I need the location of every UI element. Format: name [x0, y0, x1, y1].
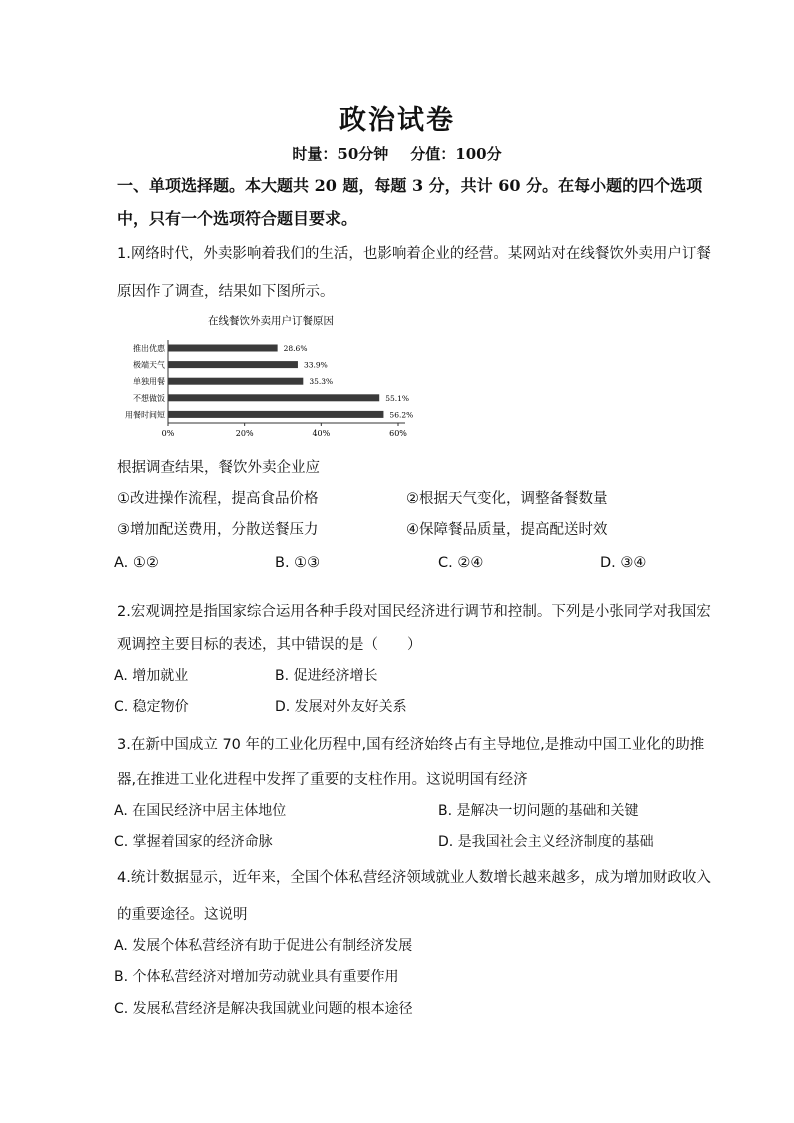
chart-title: 在线餐饮外卖用户订餐原因 — [208, 315, 334, 327]
chart-category-label: 极端天气 — [133, 360, 165, 370]
chart-value-label: 55.1% — [385, 393, 410, 403]
q3-option-b[interactable]: B. 是解决一切问题的基础和关键 — [438, 803, 639, 819]
chart-category-label: 不想做饭 — [133, 393, 165, 403]
exam-time: 时量：50分钟 — [292, 145, 389, 163]
chart-bar — [168, 361, 298, 368]
section-heading-line2: 中，只有一个选项符合题目要求。 — [117, 209, 358, 228]
q1-item-2: ②根据天气变化，调整备餐数量 — [406, 491, 608, 507]
bar-chart — [115, 308, 415, 440]
chart-x-tick-label: 60% — [389, 429, 407, 438]
q1-option-b[interactable]: B. ①③ — [275, 555, 321, 571]
exam-score: 分值：100分 — [410, 145, 502, 163]
q1-after-chart: 根据调查结果，餐饮外卖企业应 — [117, 460, 320, 476]
q2-stem-line2: 观调控主要目标的表述，其中错误的是（ ） — [117, 637, 422, 653]
chart-bar — [168, 394, 379, 401]
q2-option-c[interactable]: C. 稳定物价 — [114, 699, 189, 715]
q4-stem-line1: 4.统计数据显示，近年来，全国个体私营经济领域就业人数增长越来越多，成为增加财政收入 — [117, 870, 711, 886]
chart-category-label: 单独用餐 — [133, 377, 165, 387]
exam-meta — [0, 143, 794, 164]
q3-option-c[interactable]: C. 掌握着国家的经济命脉 — [114, 834, 273, 850]
chart-bar — [168, 345, 278, 352]
q2-option-d[interactable]: D. 发展对外友好关系 — [275, 699, 407, 715]
chart-bar — [168, 411, 383, 418]
q3-stem-line2: 器,在推进工业化进程中发挥了重要的支柱作用。这说明国有经济 — [117, 772, 528, 788]
q1-option-a[interactable]: A. ①② — [114, 555, 159, 571]
chart-bar — [168, 378, 303, 385]
q4-stem-line2: 的重要途径。这说明 — [117, 907, 248, 923]
section-heading-line1: 一、单项选择题。本大题共 20 题，每题 3 分，共计 60 分。在每小题的四个选项 — [117, 176, 703, 195]
q3-option-d[interactable]: D. 是我国社会主义经济制度的基础 — [438, 834, 654, 850]
q4-option-a[interactable]: A. 发展个体私营经济有助于促进公有制经济发展 — [114, 938, 413, 954]
page-title: 政治试卷 — [339, 105, 455, 136]
q1-stem-line1: 1.网络时代，外卖影响着我们的生活，也影响着企业的经营。某网站对在线餐饮外卖用户订餐 — [117, 246, 711, 262]
q1-option-d[interactable]: D. ③④ — [600, 555, 647, 571]
q4-option-c[interactable]: C. 发展私营经济是解决我国就业问题的根本途径 — [114, 1001, 413, 1017]
chart-value-label: 28.6% — [283, 344, 308, 353]
q4-option-b[interactable]: B. 个体私营经济对增加劳动就业具有重要作用 — [114, 969, 399, 985]
chart-category-label: 推出优惠 — [133, 344, 165, 353]
chart-value-label: 35.3% — [309, 377, 334, 387]
q2-stem-line1: 2.宏观调控是指国家综合运用各种手段对国民经济进行调节和控制。下列是小张同学对我国宏 — [117, 604, 711, 620]
q3-stem-line1: 3.在新中国成立 70 年的工业化历程中,国有经济始终占有主导地位,是推动中国工业化的助推 — [117, 737, 705, 753]
q1-item-4: ④保障餐品质量，提高配送时效 — [406, 522, 608, 538]
q1-item-3: ③增加配送费用，分散送餐压力 — [117, 522, 319, 538]
chart-x-tick-label: 40% — [312, 429, 331, 438]
q2-option-a[interactable]: A. 增加就业 — [114, 668, 189, 684]
chart-category-label: 用餐时间短 — [125, 410, 165, 420]
q3-option-a[interactable]: A. 在国民经济中居主体地位 — [114, 803, 287, 819]
q1-stem-line2: 原因作了调查，结果如下图所示。 — [117, 284, 335, 300]
q1-item-1: ①改进操作流程，提高食品价格 — [117, 491, 319, 507]
chart-x-tick-label: 20% — [235, 429, 254, 438]
q1-option-c[interactable]: C. ②④ — [438, 555, 484, 571]
q2-option-b[interactable]: B. 促进经济增长 — [275, 668, 378, 684]
chart-value-label: 56.2% — [389, 410, 414, 420]
chart-x-tick-label: 0% — [161, 429, 175, 438]
chart-value-label: 33.9% — [303, 360, 328, 370]
